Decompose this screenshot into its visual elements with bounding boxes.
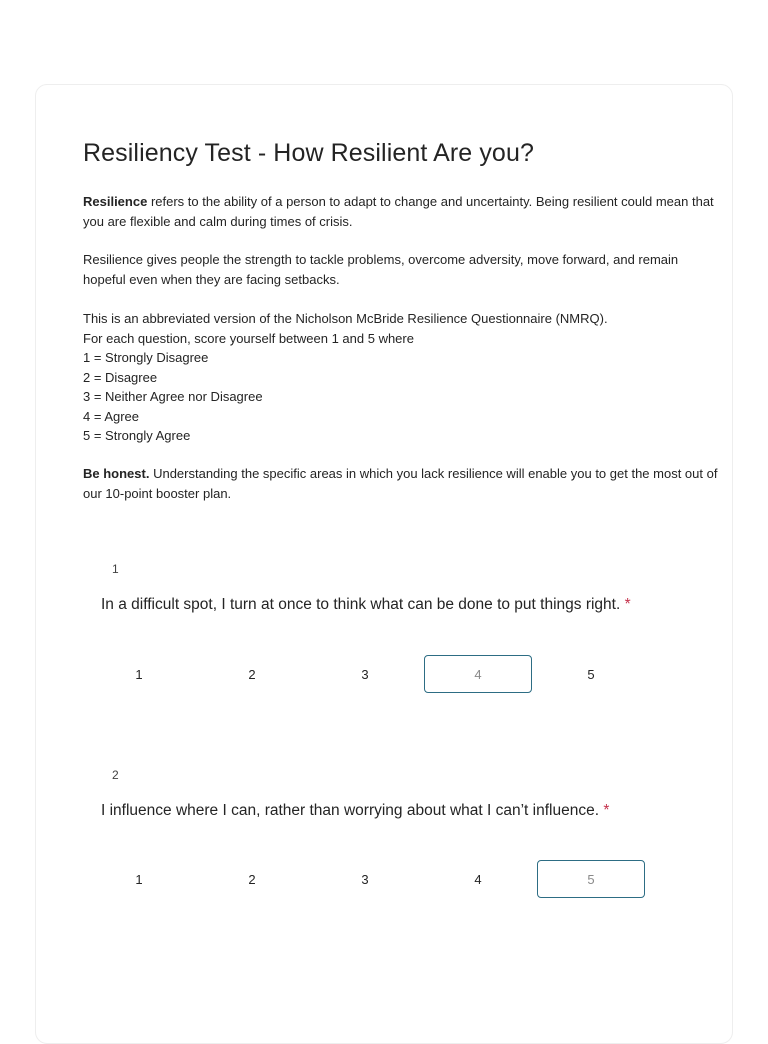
intro-text-honest: Understanding the specific areas in which you lack resilience will enable you to get the most out of our 10-point booster plan.: [83, 466, 718, 501]
intro-paragraph-honest: [83, 464, 718, 503]
scale-line: 5 = Strongly Agree: [83, 428, 191, 443]
question-text: [101, 596, 631, 614]
rating-option-4[interactable]: 4: [474, 871, 482, 887]
scale-line: 1 = Strongly Disagree: [83, 350, 209, 365]
intro-bold-be-honest: Be honest.: [83, 466, 150, 481]
intro-scale-description: [83, 309, 718, 446]
rating-option-4-selected[interactable]: 4: [424, 655, 532, 693]
rating-option-3[interactable]: 3: [361, 666, 369, 682]
intro-paragraph-2: Resilience gives people the strength to tackle problems, overcome adversity, move forward, and remain hopeful even when they are facing setbacks.: [83, 252, 679, 287]
required-marker: *: [603, 802, 610, 819]
rating-option-3[interactable]: 3: [361, 871, 369, 887]
question-label: I influence where I can, rather than worrying about what I can’t influence.: [101, 802, 600, 819]
rating-option-5-selected[interactable]: 5: [537, 860, 645, 898]
scale-line: For each question, score yourself between 1 and 5 where: [83, 330, 414, 346]
question-label: In a difficult spot, I turn at once to think what can be done to put things right.: [101, 596, 621, 613]
rating-option-2[interactable]: 2: [248, 871, 256, 887]
question-text: [101, 802, 609, 820]
scale-line: 3 = Neither Agree nor Disagree: [83, 389, 263, 404]
form-title: Resiliency Test - How Resilient Are you?: [83, 139, 534, 167]
rating-option-5[interactable]: 5: [587, 666, 595, 682]
intro-bold-resilience: Resilience: [83, 194, 148, 209]
intro-text-1: refers to the ability of a person to adapt to change and uncertainty. Being resilient could mean that you are flexible and calm during times of crisis.: [83, 194, 714, 229]
scale-line: 4 = Agree: [83, 408, 140, 424]
rating-option-1[interactable]: 1: [135, 871, 143, 887]
question-number: 1: [112, 562, 119, 576]
scale-line: 2 = Disagree: [83, 369, 158, 385]
required-marker: *: [624, 596, 631, 613]
intro-paragraph-1: [83, 192, 718, 231]
question-number: 2: [112, 768, 119, 782]
scale-line: This is an abbreviated version of the Nicholson McBride Resilience Questionnaire (NMRQ).: [83, 311, 608, 326]
rating-option-1[interactable]: 1: [135, 666, 143, 682]
rating-option-2[interactable]: 2: [248, 666, 256, 682]
